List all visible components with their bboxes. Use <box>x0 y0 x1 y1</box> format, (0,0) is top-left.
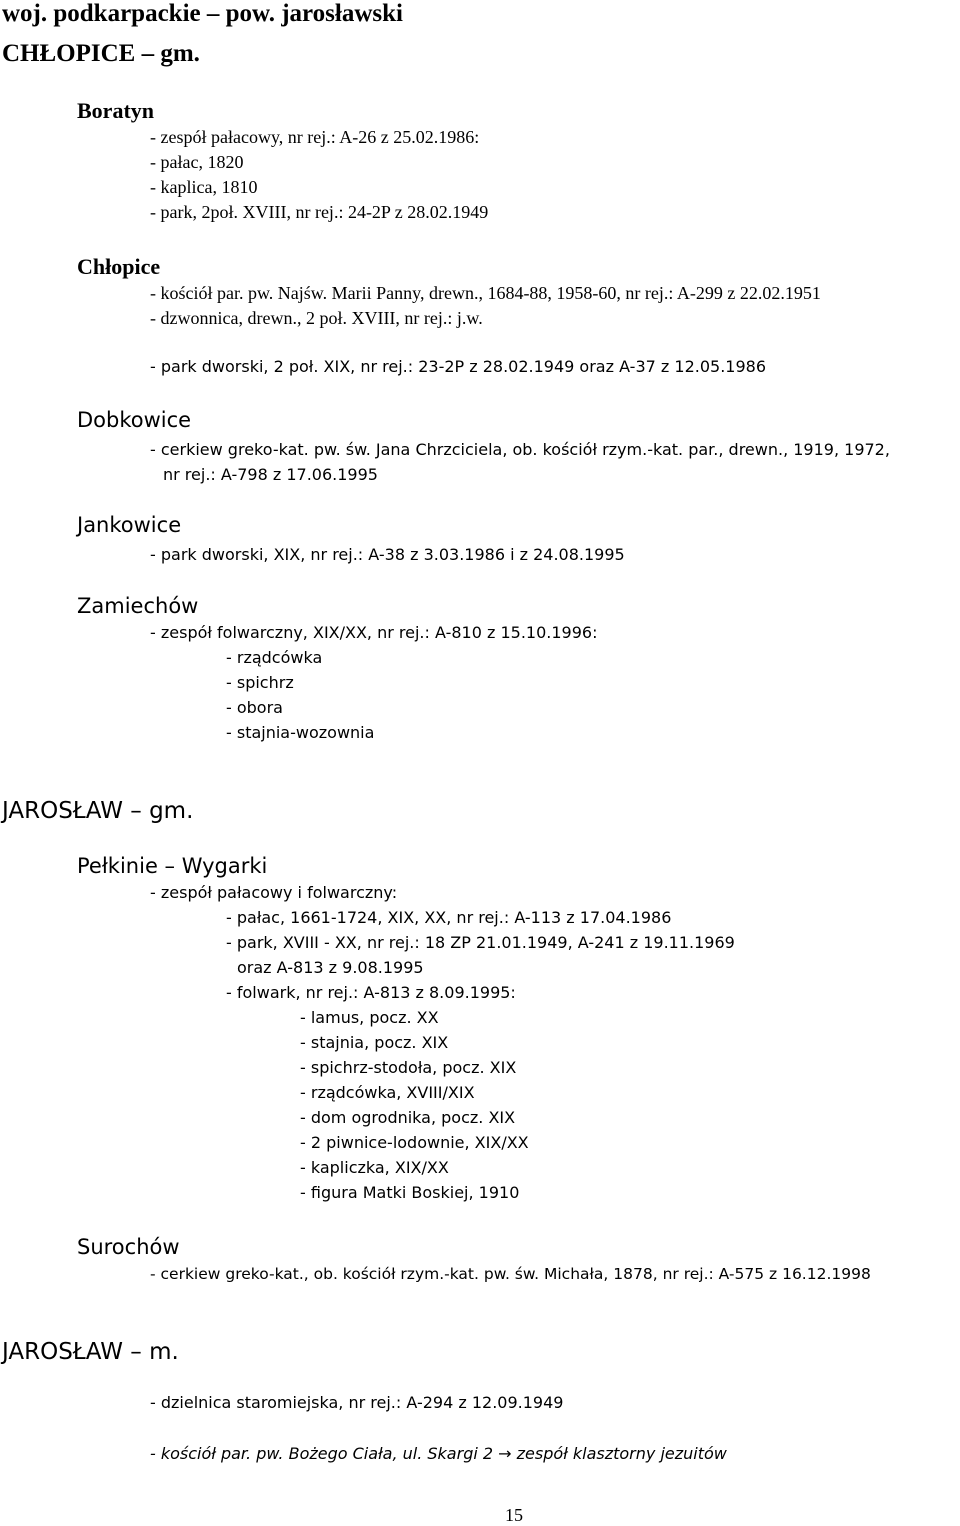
list-item: - pałac, 1661-1724, XIX, XX, nr rej.: A-113 z 17.04.1986 <box>226 908 672 927</box>
list-item: oraz A-813 z 9.08.1995 <box>237 958 424 977</box>
list-item: - spichrz-stodoła, pocz. XIX <box>300 1058 517 1077</box>
locality-surochow: Surochów <box>77 1235 180 1259</box>
italic-entry-text: - kościół par. pw. Bożego Ciała, ul. Skargi 2 <box>150 1444 494 1463</box>
list-item: - kaplica, 1810 <box>150 177 258 197</box>
locality-chlopice: Chłopice <box>77 254 161 279</box>
commune-title-chlopice: CHŁOPICE – gm. <box>2 40 200 67</box>
list-item: - obora <box>226 698 283 717</box>
list-item: nr rej.: A-798 z 17.06.1995 <box>163 465 378 484</box>
list-item: - stajnia-wozownia <box>226 723 375 742</box>
locality-jankowice: Jankowice <box>77 513 182 537</box>
list-item: - zespół folwarczny, XIX/XX, nr rej.: A-810 z 15.10.1996: <box>150 623 598 642</box>
list-item: - zespół pałacowy i folwarczny: <box>150 883 398 902</box>
list-item: - cerkiew greko-kat., ob. kościół rzym.-kat. pw. św. Michała, 1878, nr rej.: A-575 z 16.12.1998 <box>150 1265 871 1283</box>
list-item: - dzwonnica, drewn., 2 poł. XVIII, nr rej.: j.w. <box>150 308 483 328</box>
list-item: - kościół par. pw. Najśw. Marii Panny, drewn., 1684-88, 1958-60, nr rej.: A-299 z 22.02.1951 <box>150 283 821 303</box>
list-item: - park, XVIII - XX, nr rej.: 18 ZP 21.01.1949, A-241 z 19.11.1969 <box>226 933 735 952</box>
list-item: - rządcówka, XVIII/XIX <box>300 1083 475 1102</box>
locality-dobkowice: Dobkowice <box>77 408 192 432</box>
town-title-jaroslaw: JAROSŁAW – m. <box>2 1339 179 1365</box>
list-item: - rządcówka <box>226 648 323 667</box>
list-item: - figura Matki Boskiej, 1910 <box>300 1183 520 1202</box>
list-item: - pałac, 1820 <box>150 152 244 172</box>
list-item: - lamus, pocz. XX <box>300 1008 439 1027</box>
arrow-right-icon: → <box>498 1444 512 1463</box>
locality-pelkinie-wygarki: Pełkinie – Wygarki <box>77 854 268 878</box>
voivodeship-header: woj. podkarpackie – pow. jarosławski <box>2 0 403 27</box>
list-item: - dom ogrodnika, pocz. XIX <box>300 1108 516 1127</box>
commune-title-jaroslaw: JAROSŁAW – gm. <box>2 798 194 824</box>
locality-boratyn: Boratyn <box>77 98 154 123</box>
list-item: - park dworski, 2 poł. XIX, nr rej.: 23-2P z 28.02.1949 oraz A-37 z 12.05.1986 <box>150 357 766 376</box>
list-item: - folwark, nr rej.: A-813 z 8.09.1995: <box>226 983 516 1002</box>
list-item: - zespół pałacowy, nr rej.: A-26 z 25.02.1986: <box>150 127 480 147</box>
list-item: - kapliczka, XIX/XX <box>300 1158 449 1177</box>
list-item: - spichrz <box>226 673 294 692</box>
list-item: - dzielnica staromiejska, nr rej.: A-294 z 12.09.1949 <box>150 1393 564 1412</box>
list-item: - 2 piwnice-lodownie, XIX/XX <box>300 1133 529 1152</box>
list-item: - stajnia, pocz. XIX <box>300 1033 449 1052</box>
italic-entry-target: zespół klasztorny jezuitów <box>516 1444 727 1463</box>
list-item: - cerkiew greko-kat. pw. św. Jana Chrzciciela, ob. kościół rzym.-kat. par., drewn., 1919, 1972, <box>150 440 890 459</box>
list-item: - park, 2poł. XVIII, nr rej.: 24-2P z 28.02.1949 <box>150 202 489 222</box>
italic-entry <box>150 1444 727 1463</box>
locality-zamiechow: Zamiechów <box>77 594 199 618</box>
list-item: - park dworski, XIX, nr rej.: A-38 z 3.03.1986 i z 24.08.1995 <box>150 545 625 564</box>
page-number: 15 <box>505 1505 523 1525</box>
